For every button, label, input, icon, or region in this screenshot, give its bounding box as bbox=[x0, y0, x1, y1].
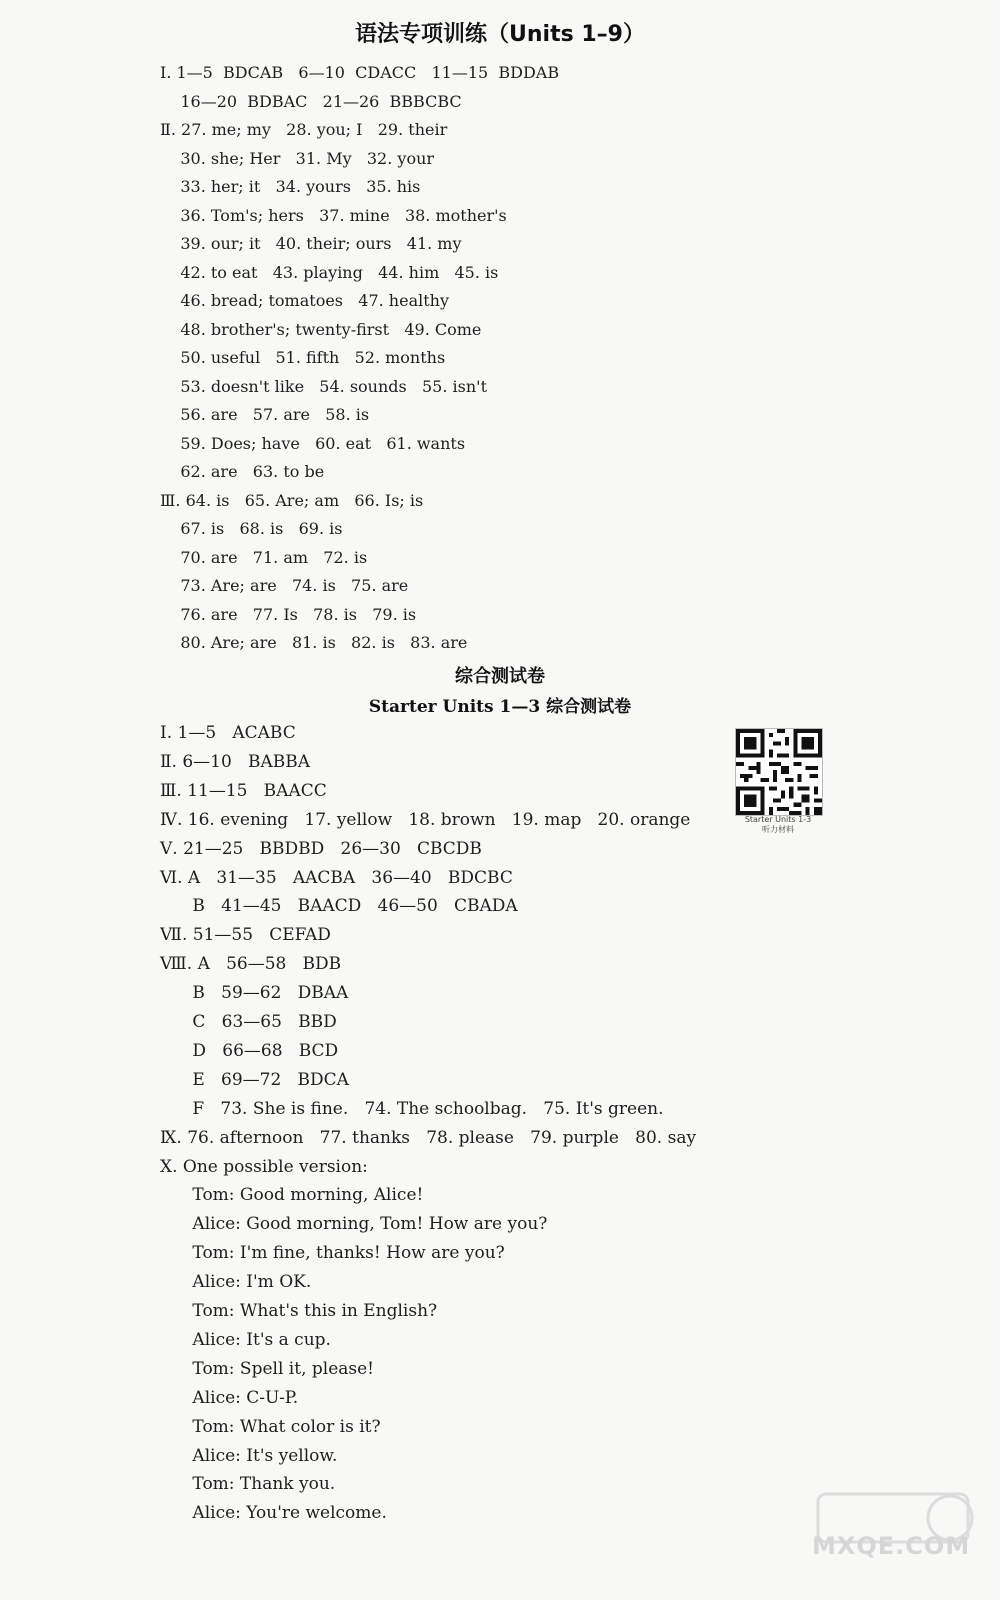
answer-line: F 73. She is fine. 74. The schoolbag. 75. It's green. bbox=[160, 1098, 664, 1119]
answer-line: Ⅴ. 21—25 BBDBD 26—30 CBCDB bbox=[160, 838, 482, 859]
section-subtitle: Starter Units 1—3 综合测试卷 bbox=[368, 697, 632, 717]
answer-line: D 66—68 BCD bbox=[160, 1040, 339, 1061]
answer-line: Ⅸ. 76. afternoon 77. thanks 78. please 79. purple 80. say bbox=[160, 1127, 697, 1148]
answer-line: Ⅲ. 11—15 BAACC bbox=[160, 780, 327, 801]
answer-line: Ⅱ. 27. me; my 28. you; I 29. their bbox=[160, 120, 448, 139]
answer-line: Ⅳ. 16. evening 17. yellow 18. brown 19. map 20. orange bbox=[160, 809, 691, 830]
answer-line: Ⅰ. 1—5 ACABC bbox=[160, 723, 296, 743]
answer-line: Alice: C-U-P. bbox=[160, 1387, 299, 1408]
qr-code-icon[interactable] bbox=[735, 728, 823, 816]
answer-line: 39. our; it 40. their; ours 41. my bbox=[160, 234, 462, 253]
answer-line: 53. doesn't like 54. sounds 55. isn't bbox=[160, 376, 487, 396]
answer-line: B 59—62 DBAA bbox=[160, 983, 349, 1004]
answer-line: C 63—65 BBD bbox=[160, 1012, 337, 1032]
section-title: 综合测试卷 bbox=[455, 666, 545, 687]
answer-line: Tom: I'm fine, thanks! How are you? bbox=[160, 1243, 505, 1264]
answer-line: 62. are 63. to be bbox=[160, 462, 325, 481]
answer-line: 70. are 71. am 72. is bbox=[160, 547, 368, 567]
answer-line: 56. are 57. are 58. is bbox=[160, 405, 370, 424]
qr-caption: Starter Units 1-3 听力材料 bbox=[744, 815, 812, 834]
answer-line: Alice: It's a cup. bbox=[160, 1329, 331, 1350]
answer-line: Tom: Thank you. bbox=[160, 1474, 336, 1495]
answer-line: Alice: Good morning, Tom! How are you? bbox=[160, 1214, 548, 1235]
answer-line: Alice: You're welcome. bbox=[160, 1503, 387, 1524]
answer-line: 46. bread; tomatoes 47. healthy bbox=[160, 291, 449, 310]
answer-line: Ⅹ. One possible version: bbox=[160, 1156, 368, 1177]
answer-line: 36. Tom's; hers 37. mine 38. mother's bbox=[160, 205, 507, 225]
answer-line: Tom: Good morning, Alice! bbox=[160, 1185, 424, 1206]
answer-line: Tom: What's this in English? bbox=[160, 1301, 438, 1321]
answer-line: Alice: I'm OK. bbox=[160, 1272, 312, 1293]
answer-line: 42. to eat 43. playing 44. him 45. is bbox=[160, 262, 499, 282]
answer-line: 80. Are; are 81. is 82. is 83. are bbox=[160, 633, 468, 652]
answer-line: 67. is 68. is 69. is bbox=[160, 519, 343, 538]
answer-line: Ⅷ. A 56—58 BDB bbox=[160, 954, 342, 975]
answer-line: Alice: It's yellow. bbox=[160, 1445, 338, 1466]
answer-line: 59. Does; have 60. eat 61. wants bbox=[160, 433, 466, 453]
answer-line: Tom: What color is it? bbox=[160, 1416, 381, 1437]
answer-line: 76. are 77. Is 78. is 79. is bbox=[160, 604, 417, 624]
answer-line: 30. she; Her 31. My 32. your bbox=[160, 148, 435, 168]
answer-line: E 69—72 BDCA bbox=[160, 1069, 349, 1090]
answer-line: Ⅲ. 64. is 65. Are; am 66. Is; is bbox=[160, 490, 424, 510]
answer-line: Ⅵ. A 31—35 AACBA 36—40 BDCBC bbox=[160, 867, 513, 888]
answer-line: 16—20 BDBAC 21—26 BBBCBC bbox=[160, 91, 462, 111]
watermark-text: MXQE.COM bbox=[812, 1532, 971, 1560]
answer-line: 73. Are; are 74. is 75. are bbox=[160, 576, 409, 595]
answer-line: 48. brother's; twenty-first 49. Come bbox=[160, 319, 482, 339]
answer-line: 50. useful 51. fifth 52. months bbox=[160, 348, 446, 367]
answer-line: 33. her; it 34. yours 35. his bbox=[160, 177, 421, 196]
answer-line: Ⅶ. 51—55 CEFAD bbox=[160, 925, 331, 946]
answer-line: Tom: Spell it, please! bbox=[160, 1358, 375, 1379]
answer-line: Ⅱ. 6—10 BABBA bbox=[160, 751, 311, 772]
answer-line: B 41—45 BAACD 46—50 CBADA bbox=[160, 896, 518, 917]
page-title: 语法专项训练（Units 1–9） bbox=[355, 22, 645, 47]
answer-line: Ⅰ. 1—5 BDCAB 6—10 CDACC 11—15 BDDAB bbox=[160, 63, 560, 82]
